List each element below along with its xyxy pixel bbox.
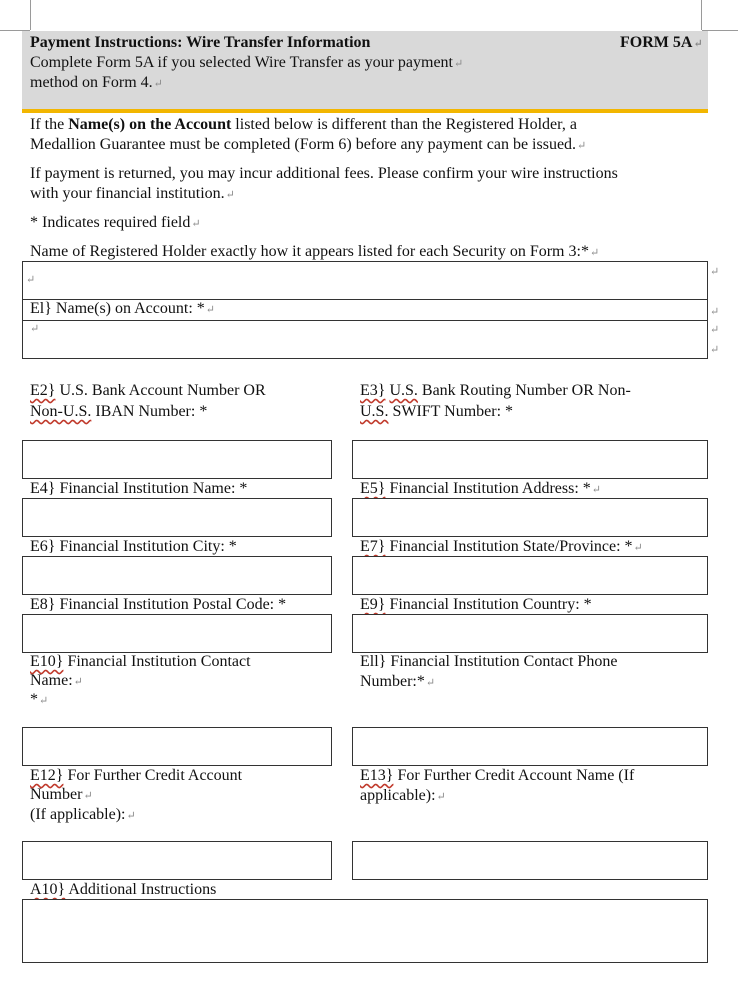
e3-label-line1: E3} U.S. Bank Routing Number OR Non-	[360, 382, 631, 399]
registered-holder-label: Name of Registered Holder exactly how it appears listed for each Security on Form 3:*↵	[30, 243, 600, 260]
medallion-notice-line1: If the Name(s) on the Account listed below is different than the Registered Holder, a	[30, 116, 577, 133]
e11-label-line2: Number:*↵	[360, 673, 436, 690]
row-end-mark: ↵	[710, 266, 720, 278]
institution-city-field[interactable]	[22, 556, 332, 595]
e6-label: E6} Financial Institution City: *	[30, 538, 237, 555]
e12-label-line3: (If applicable):↵	[30, 806, 136, 823]
e9-label: E9} Financial Institution Country: *	[360, 596, 592, 613]
routing-number-field[interactable]	[352, 440, 708, 479]
postal-code-field[interactable]	[22, 614, 332, 653]
row-end-mark: ↵	[710, 344, 720, 356]
institution-address-field[interactable]	[352, 498, 708, 537]
e11-label-line1: Ell} Financial Institution Contact Phone	[360, 653, 618, 670]
institution-country-field[interactable]	[352, 614, 708, 653]
bank-account-number-field[interactable]	[22, 440, 332, 479]
returned-payment-notice-line1: If payment is returned, you may incur additional fees. Please confirm your wire instructions	[30, 165, 618, 182]
e3-label-line2: U.S. SWIFT Number: *	[360, 403, 514, 420]
further-credit-account-number-field[interactable]	[22, 841, 332, 880]
crop-mark-left	[30, 0, 31, 30]
paragraph-mark: ↵	[693, 38, 703, 50]
registered-holder-field[interactable]	[22, 261, 708, 300]
contact-name-field[interactable]	[22, 727, 332, 766]
e13-label-line2: applicable):↵	[360, 787, 446, 804]
form-id: FORM 5A↵	[620, 34, 703, 51]
e8-label: E8} Financial Institution Postal Code: *	[30, 596, 287, 613]
paragraph-mark: ↵	[30, 323, 40, 335]
row-end-mark: ↵	[710, 324, 720, 336]
crop-mark-right	[701, 0, 702, 30]
e10-label-line3: *↵	[30, 691, 49, 708]
e10-label-line1: E10} Financial Institution Contact	[30, 653, 251, 670]
returned-payment-notice-line2: with your financial institution.↵	[30, 185, 235, 202]
further-credit-account-name-field[interactable]	[352, 841, 708, 880]
e2-label-line1: E2} U.S. Bank Account Number OR	[30, 382, 266, 399]
e2-label-line2: Non-U.S. IBAN Number: *	[30, 403, 208, 420]
institution-state-field[interactable]	[352, 556, 708, 595]
header-subtitle-line2: method on Form 4.↵	[30, 74, 163, 91]
header-subtitle-line1: Complete Form 5A if you selected Wire Transfer as your payment↵	[30, 54, 464, 71]
required-field-note: * Indicates required field↵	[30, 214, 201, 231]
medallion-notice-line2: Medallion Guarantee must be completed (Form 6) before any payment can be issued.↵	[30, 136, 587, 153]
additional-instructions-field[interactable]	[22, 899, 708, 963]
e12-label-line1: E12} For Further Credit Account	[30, 767, 243, 784]
a10-label: A10} Additional Instructions	[30, 881, 217, 898]
e7-label: E7} Financial Institution State/Province: *↵	[360, 538, 643, 555]
row-end-mark: ↵	[710, 306, 720, 318]
name-on-account-field[interactable]	[22, 320, 708, 359]
header-title: Payment Instructions: Wire Transfer Information	[30, 34, 371, 51]
e10-label-line2: Name:↵	[30, 672, 83, 689]
institution-name-field[interactable]	[22, 498, 332, 537]
contact-phone-field[interactable]	[352, 727, 708, 766]
paragraph-mark: ↵	[26, 274, 36, 286]
e4-label: E4} Financial Institution Name: *	[30, 480, 248, 497]
e12-label-line2: Number↵	[30, 786, 93, 803]
e5-label: E5} Financial Institution Address: *↵	[360, 480, 601, 497]
e13-label-line1: E13} For Further Credit Account Name (If	[360, 767, 635, 784]
e1-label: El} Name(s) on Account: *↵	[30, 300, 215, 317]
